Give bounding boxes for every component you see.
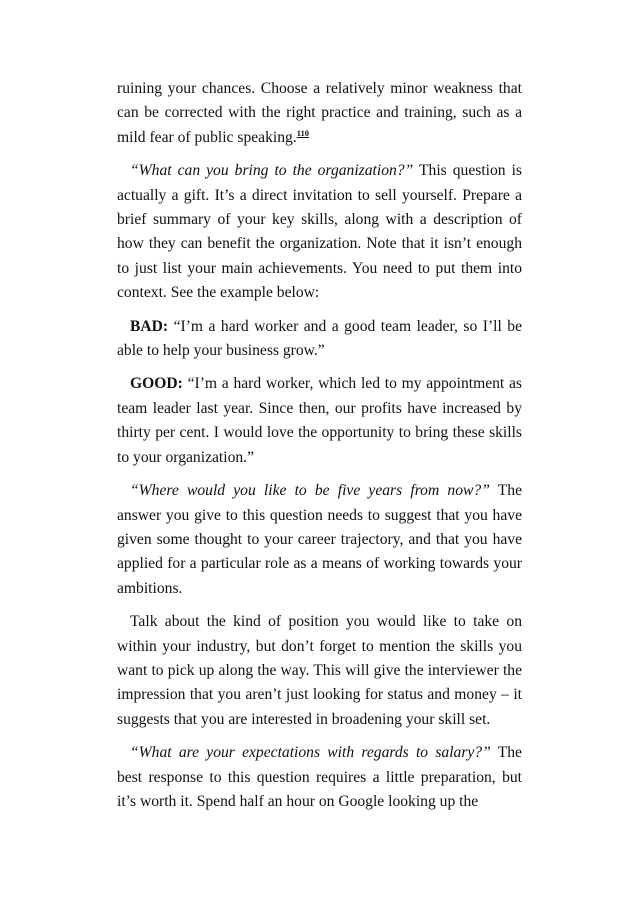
paragraph-text: ruining your chances. Choose a relatively minor weakness that can be corrected with the right practice and training, such as a mild fear of public speaking. [117,80,522,146]
paragraph-text: This question is actually a gift. It’s a direct invitation to sell yourself. Prepare a brief summary of your key skills, along with a description of how they can benefit the organization. Note that it isn’t enough to just list your main achievements. You need to put them into context. See the example below: [117,162,522,302]
page-body [117,77,522,823]
example-label-bad: BAD: [130,317,169,335]
paragraph-text: The answer you give to this question needs to suggest that you have given some thought to your career trajectory, and that you have applied for a particular role as a means of working towards your ambitions. [117,482,522,597]
paragraph-salary [117,741,522,814]
example-label-good: GOOD: [130,375,183,393]
paragraph-good-example [117,372,522,470]
paragraph-text: “I’m a hard worker, which led to my appointment as team leader last year. Since then, our profits have increased by thirty per cent. I would love the opportunity to bring these skills to your organization.” [117,375,522,466]
paragraph-weakness-advice [117,77,522,150]
interview-question: “Where would you like to be five years from now?” [130,482,490,500]
paragraph-text: Talk about the kind of position you would like to take on within your industry, but don’t forget to mention the skills you want to pick up along the way. This will give the interviewer the impression that you aren’t just looking for status and money – it suggests that you are interested in broadening your skill set. [117,613,522,728]
paragraph-position-skills [117,610,522,732]
interview-question: “What can you bring to the organization?” [130,162,414,180]
paragraph-bring-to-organization [117,159,522,305]
paragraph-bad-example [117,315,522,364]
paragraph-text: “I’m a hard worker and a good team leader, so I’ll be able to help your business grow.” [117,317,522,360]
interview-question: “What are your expectations with regards to salary?” [130,744,491,762]
footnote-reference[interactable]: 110 [296,127,309,138]
paragraph-five-years [117,479,522,601]
paragraph-text: The best response to this question requires a little preparation, but it’s worth it. Spend half an hour on Google looking up the [117,744,522,810]
